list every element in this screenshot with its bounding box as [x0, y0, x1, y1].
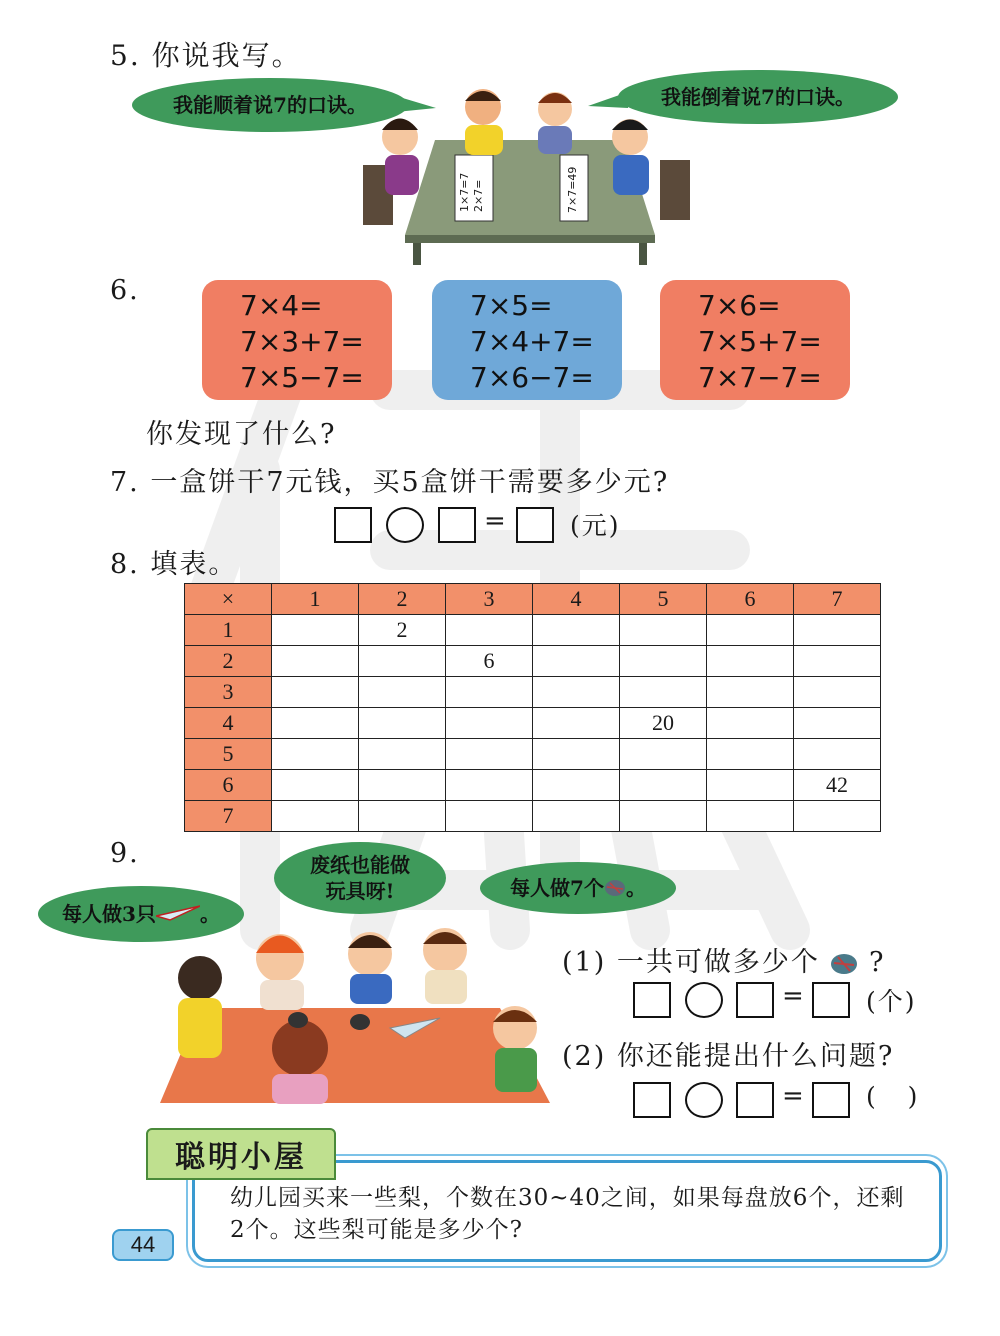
table-cell[interactable]	[794, 615, 881, 646]
table-cell[interactable]	[359, 708, 446, 739]
table-header-cell: 2	[359, 584, 446, 615]
table-header-cell: 6	[707, 584, 794, 615]
table-cell[interactable]	[794, 646, 881, 677]
table-header-cell: 3	[446, 584, 533, 615]
q5-title: 5. 你说我写。	[110, 39, 302, 72]
children-crafting-illustration	[160, 918, 560, 1108]
table-row	[185, 770, 881, 801]
table-cell[interactable]	[533, 708, 620, 739]
table-row	[185, 677, 881, 708]
row-header-cell: 5	[185, 739, 272, 770]
formula-line: 7×3+7=	[240, 325, 364, 358]
table-cell[interactable]	[707, 646, 794, 677]
table-cell[interactable]: 42	[794, 770, 881, 801]
table-cell[interactable]	[533, 801, 620, 832]
paper-ball-icon	[604, 879, 626, 897]
q9-bubble-left-text: 每人做3只	[62, 902, 156, 926]
row-header-cell: 6	[185, 770, 272, 801]
table-cell[interactable]	[533, 677, 620, 708]
table-cell[interactable]	[359, 739, 446, 770]
table-cell[interactable]	[272, 615, 359, 646]
table-cell[interactable]	[272, 677, 359, 708]
page-number: 44	[112, 1229, 174, 1261]
table-cell[interactable]	[620, 615, 707, 646]
table-header-row	[185, 584, 881, 615]
answer-box[interactable]	[438, 507, 476, 543]
table-cell[interactable]	[446, 770, 533, 801]
formula-line: 7×4=	[240, 289, 323, 322]
table-cell[interactable]	[707, 801, 794, 832]
table-cell[interactable]	[533, 646, 620, 677]
q5-bubble-left-text: 我能顺着说7的口诀。	[173, 93, 367, 117]
q5-card-left-line: 1×7=7	[458, 172, 471, 212]
table-header-cell: ×	[185, 584, 272, 615]
q9-sub1-text: (1) 一共可做多少个	[562, 947, 820, 978]
table-header-cell: 5	[620, 584, 707, 615]
formula-line: 7×6=	[698, 289, 781, 322]
table-row	[185, 739, 881, 770]
table-cell[interactable]	[620, 770, 707, 801]
q9-sub1-unit: (个)	[866, 987, 917, 1016]
answer-box[interactable]	[736, 1082, 774, 1118]
row-header-cell: 1	[185, 615, 272, 646]
table-cell[interactable]	[533, 770, 620, 801]
q9-bubble-right-text: 每人做7个	[510, 876, 604, 900]
table-cell[interactable]	[272, 646, 359, 677]
table-row	[185, 646, 881, 677]
q9-bubble-mid-text: 废纸也能做 玩具呀!	[310, 853, 410, 903]
q5-card-right: 7×7=49	[566, 166, 579, 213]
q9-speech-bubble-left: 每人做3只 。	[38, 886, 244, 942]
table-header-cell: 7	[794, 584, 881, 615]
q9-speech-bubble-right: 每人做7个 。	[480, 862, 676, 914]
q9-number: 9.	[110, 838, 140, 869]
table-cell[interactable]	[446, 677, 533, 708]
table-cell[interactable]	[272, 708, 359, 739]
formula-line: 7×7−7=	[698, 361, 822, 394]
q6-question: 你发现了什么?	[146, 419, 337, 450]
formula-box-2	[432, 280, 622, 400]
row-header-cell: 3	[185, 677, 272, 708]
table-cell[interactable]: 2	[359, 615, 446, 646]
q9-sub2: (2) 你还能提出什么问题?	[562, 1041, 895, 1072]
table-cell[interactable]: 6	[446, 646, 533, 677]
q8-title: 8. 填表。	[110, 549, 238, 580]
table-cell[interactable]	[533, 615, 620, 646]
formula-line: 7×5−7=	[240, 361, 364, 394]
table-cell[interactable]	[446, 708, 533, 739]
answer-box[interactable]	[812, 982, 850, 1018]
table-cell[interactable]	[272, 770, 359, 801]
table-cell[interactable]	[620, 677, 707, 708]
q9-sub2-unit: ( )	[866, 1082, 920, 1111]
table-cell[interactable]	[707, 677, 794, 708]
formula-line: 7×5=	[470, 289, 553, 322]
table-cell[interactable]	[794, 739, 881, 770]
multiplication-table	[184, 583, 881, 832]
table-cell[interactable]	[446, 739, 533, 770]
table-cell[interactable]	[359, 801, 446, 832]
table-row	[185, 708, 881, 739]
q9-sub1	[562, 940, 886, 979]
q7-text: 7. 一盒饼干7元钱，买5盒饼干需要多少元?	[110, 467, 670, 498]
table-row	[185, 801, 881, 832]
q7-unit: (元)	[570, 511, 621, 540]
table-cell[interactable]	[359, 770, 446, 801]
equals-sign: =	[782, 1081, 804, 1111]
row-header-cell: 4	[185, 708, 272, 739]
table-cell[interactable]	[707, 708, 794, 739]
q5-card-left-line: 2×7=	[472, 179, 485, 212]
table-cell[interactable]	[794, 801, 881, 832]
formula-line: 7×5+7=	[698, 325, 822, 358]
equals-sign: =	[782, 981, 804, 1011]
answer-box[interactable]	[516, 507, 554, 543]
table-cell[interactable]	[272, 801, 359, 832]
table-cell[interactable]	[794, 708, 881, 739]
table-header-cell: 1	[272, 584, 359, 615]
table-cell[interactable]	[707, 770, 794, 801]
formula-line: 7×4+7=	[470, 325, 594, 358]
answer-box[interactable]	[334, 507, 372, 543]
children-at-table-illustration	[355, 85, 700, 265]
operator-circle[interactable]	[386, 507, 424, 543]
q9-sub1-end: ?	[869, 947, 886, 978]
table-cell[interactable]	[794, 677, 881, 708]
answer-box[interactable]	[812, 1082, 850, 1118]
paper-ball-icon	[830, 953, 858, 975]
q6-number: 6.	[110, 275, 140, 306]
table-cell[interactable]	[446, 801, 533, 832]
clever-corner-text: 幼儿园买来一些梨，个数在30~40之间，如果每盘放6个，还剩2个。这些梨可能是多少个?	[230, 1185, 905, 1243]
row-header-cell: 2	[185, 646, 272, 677]
formula-box-3	[660, 280, 850, 400]
operator-circle[interactable]	[685, 1082, 723, 1118]
q9-speech-bubble-mid	[274, 842, 446, 914]
clever-corner-title: 聪明小屋	[146, 1128, 336, 1180]
table-cell[interactable]	[620, 739, 707, 770]
table-cell[interactable]	[707, 739, 794, 770]
table-cell[interactable]	[707, 615, 794, 646]
equals-sign: =	[484, 506, 506, 536]
table-row	[185, 615, 881, 646]
table-header-cell: 4	[533, 584, 620, 615]
q5-bubble-right-text: 我能倒着说7的口诀。	[661, 85, 855, 109]
answer-box[interactable]	[633, 1082, 671, 1118]
table-cell[interactable]	[620, 801, 707, 832]
table-cell[interactable]	[359, 646, 446, 677]
table-cell[interactable]: 20	[620, 708, 707, 739]
q5-card-left	[458, 172, 486, 212]
operator-circle[interactable]	[685, 982, 723, 1018]
table-cell[interactable]	[272, 739, 359, 770]
answer-box[interactable]	[633, 982, 671, 1018]
formula-line: 7×6−7=	[470, 361, 594, 394]
table-cell[interactable]	[446, 615, 533, 646]
table-cell[interactable]	[620, 646, 707, 677]
table-cell[interactable]	[359, 677, 446, 708]
table-cell[interactable]	[533, 739, 620, 770]
answer-box[interactable]	[736, 982, 774, 1018]
formula-box-1	[202, 280, 392, 400]
row-header-cell: 7	[185, 801, 272, 832]
